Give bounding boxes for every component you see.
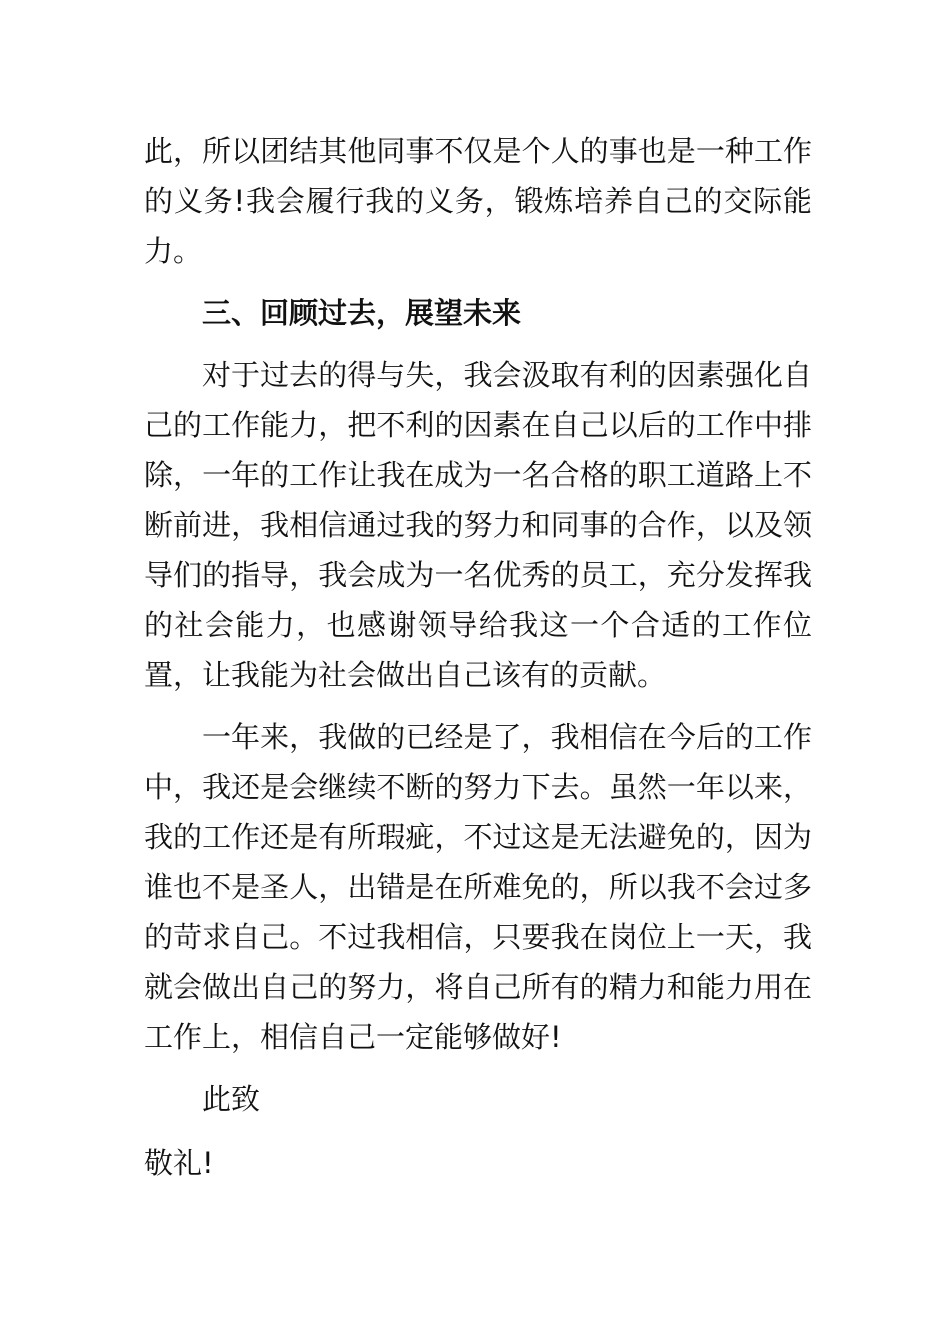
paragraph-reflection: 对于过去的得与失，我会汲取有利的因素强化自己的工作能力，把不利的因素在自己以后的工作中排除，一年的工作让我在成为一名合格的职工道路上不断前进，我相信通过我的努力和同事的合作，以及领导们的指导，我会成为一名优秀的员工，充分发挥我的社会能力，也感谢领导给我这一个合适的工作位置，让我能为社会做出自己该有的贡献。 — [144, 358, 812, 692]
document-body — [144, 126, 812, 1188]
paragraph-year-summary: 一年来，我做的已经是了，我相信在今后的工作中，我还是会继续不断的努力下去。虽然一年以来，我的工作还是有所瑕疵，不过这是无法避免的，因为谁也不是圣人，出错是在所难免的，所以我不会过多的苛求自己。不过我相信，只要我在岗位上一天，我就会做出自己的努力，将自己所有的精力和能力用在工作上，相信自己一定能够做好! — [144, 720, 812, 1054]
salutation: 敬礼! — [144, 1146, 214, 1180]
closing-phrase: 此致 — [202, 1082, 261, 1116]
section-heading: 三、回顾过去，展望未来 — [202, 296, 522, 330]
paragraph-continued: 此，所以团结其他同事不仅是个人的事也是一种工作的义务!我会履行我的义务，锻炼培养自己的交际能力。 — [144, 134, 812, 268]
